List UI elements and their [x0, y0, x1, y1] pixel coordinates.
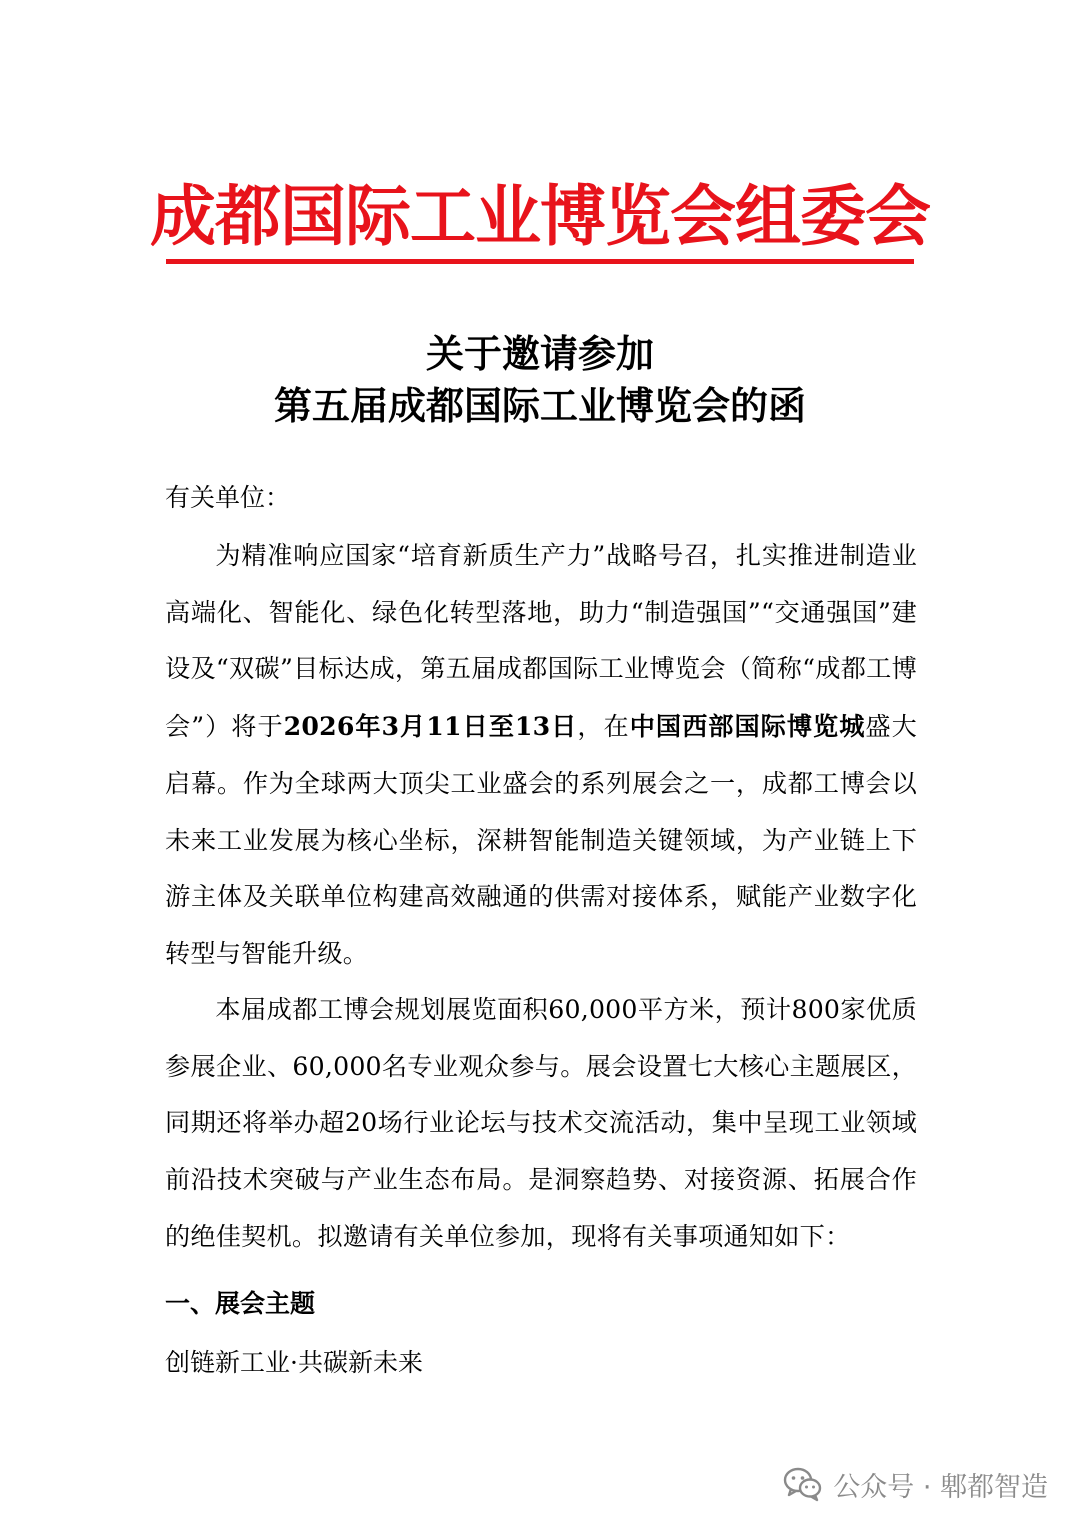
- paragraph-intro-part1: 为精准响应国家“培育新质生产力”战略号召，扎实推进制造业高端化、智能化、绿色化转型落地，助力“制造强国”“交通强国”建设及“双碳”目标达成，第五届成都国际工业博览会（简称“成都工博会”）将于: [165, 541, 917, 742]
- event-date: 2026年3月11日至13日: [283, 711, 578, 742]
- document-title-line1: 关于邀请参加: [425, 331, 654, 376]
- section-content-theme: 创链新工业·共碳新未来: [165, 1348, 423, 1377]
- letterhead-title: 成都国际工业博览会组委会: [150, 178, 930, 255]
- watermark-text: 公众号 · 郫都智造: [833, 1471, 1048, 1503]
- document-title-line2: 第五届成都国际工业博览会的函: [273, 383, 806, 428]
- letterhead-red-rule: [166, 259, 914, 264]
- event-venue: 中国西部国际博览城: [629, 711, 866, 742]
- paragraph-scale: 本届成都工博会规划展览面积60,000平方米，预计800家优质参展企业、60,000名专业观众参与。展会设置七大核心主题展区，同期还将举办超20场行业论坛与技术交流活动，集中呈现工业领域前沿技术突破与产业生态布局。是洞察趋势、对接资源、拓展合作的绝佳契机。拟邀请有关单位参加，现将有关事项通知如下：: [165, 995, 917, 1251]
- paragraph-intro-part2: ，在: [577, 712, 630, 742]
- section-heading-theme: 一、展会主题: [165, 1289, 316, 1318]
- paragraph-intro: [165, 528, 917, 983]
- paragraph-intro-part3: 盛大启幕。作为全球两大顶尖工业盛会的系列展会之一，成都工博会以未来工业发展为核心坐标，深耕智能制造关键领域，为产业链上下游主体及关联单位构建高效融通的供需对接体系，赋能产业数字化转型与智能升级。: [165, 712, 917, 968]
- wechat-icon: [783, 1466, 823, 1502]
- wechat-watermark: [783, 1462, 1048, 1506]
- salutation: 有关单位：: [165, 483, 291, 512]
